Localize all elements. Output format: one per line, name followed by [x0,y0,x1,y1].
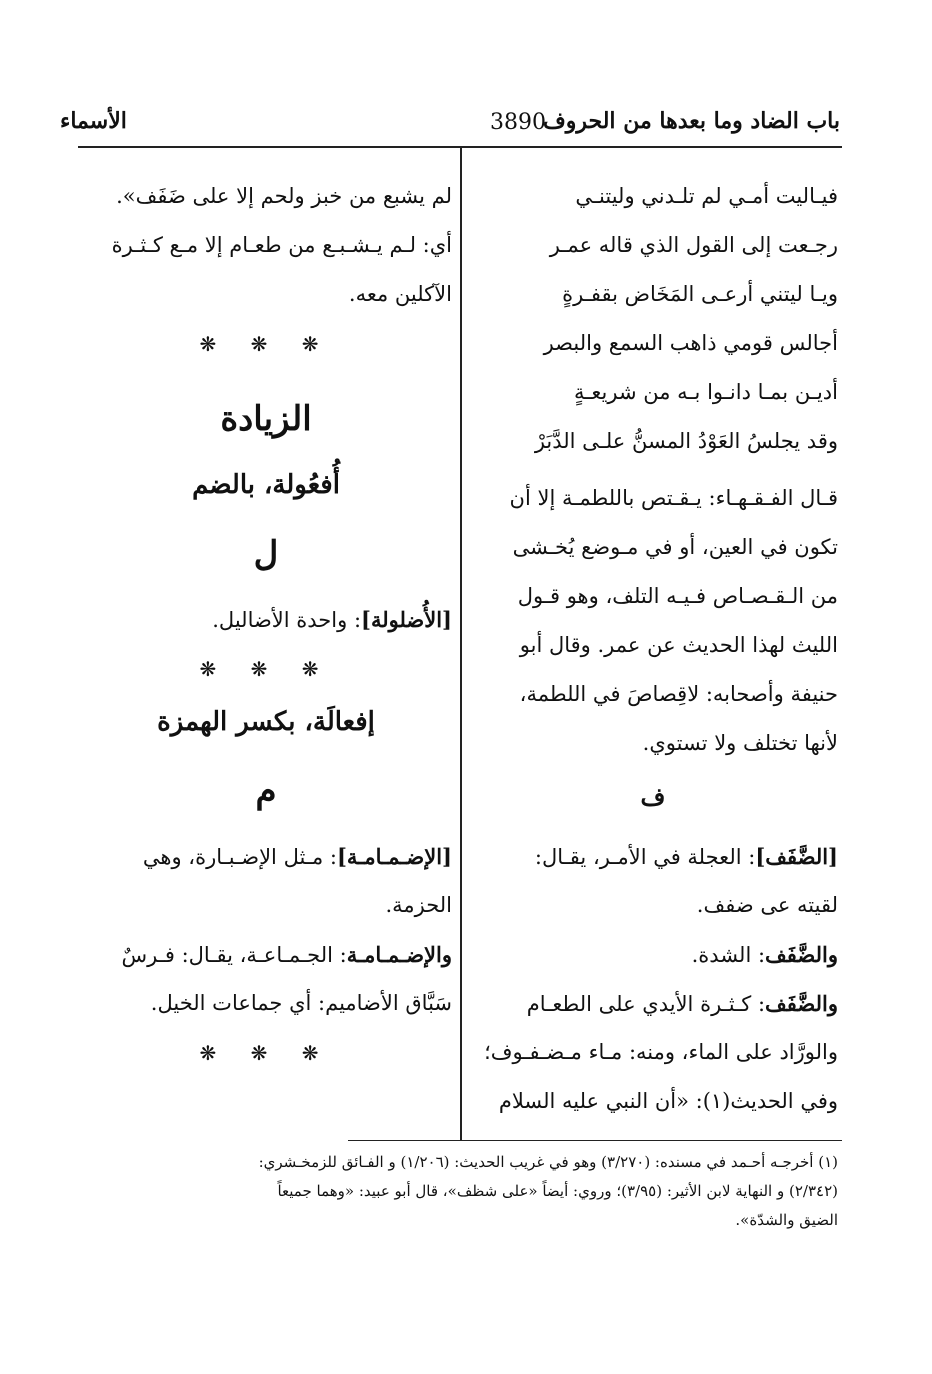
entry-line [80,832,452,881]
right-column [468,172,838,1126]
entry-line: والورَّاد على الماء، ومنه: مـاء مـضـفـوف؛ [484,1040,838,1064]
text-line: لم يشبع من خبز ولحم إلا على ضَفَف». [116,184,452,208]
poem-line: وقد يجلسُ العَوْدُ المسنُّ علـى الدَّبَرْ [534,429,838,453]
poem-line: أجالس قومي ذاهب السمع والبصر [543,331,838,355]
separator-stars: ❋ ❋ ❋ [199,1041,333,1065]
entry-text: : واحدة الأضاليل. [212,608,362,632]
entry-term: [الأُضلولة] [361,607,452,632]
entry-text: : كـثـرة الأيدي على الطعـام [526,992,766,1016]
text-line: الآكلين معه. [348,282,452,306]
paragraph-line: من الـقـصـاص فـيـه التلف، وهو قـول [517,584,838,608]
pattern-heading: إفعالَة، بكسر الهمزة [157,707,375,737]
entry-term: [الضَّفَف] [755,844,838,869]
page-number: 3890 [490,110,546,135]
footnotes [78,1148,838,1235]
paragraph-line: قـال الفـقـهـاء: يـقـتص باللطمـة إلا أن [509,486,838,510]
entry-line [468,832,838,881]
footnote-line: (١) أخرجـه أحـمد في مسنده: (٣/٢٧٠) وهو في غريب الحديث: (١/٢٠٦) و الفـائق للزمخـشري: [258,1153,838,1171]
text-line: أي: لـم يـشـبـع من طعـام إلا مـع كـثـرة [111,233,452,257]
paragraph-line: تكون في العين، أو في مـوضع يُخـشى [512,535,838,559]
left-column [80,172,452,1080]
separator-stars: ❋ ❋ ❋ [199,332,333,356]
entry-line: الحزمة. [385,893,452,917]
pattern-heading: أُفعُولة، بالضم [192,470,340,500]
running-title: باب الضاد وما بعدها من الحروف [542,108,840,134]
paragraph-line: حنيفة وأصحابه: لاقِصاصَ في اللطمة، [519,682,838,706]
poem-line: أديـن بمـا دانـوا بـه من شريعـةٍ [573,380,838,404]
letter-heading: ل [253,534,279,574]
section-header: الأسماء [60,108,127,134]
entry-term: والضَّفَف [765,942,838,967]
entry-line: لقيته عى ضفف. [696,893,838,917]
entry-line [468,930,838,979]
paragraph-line: لأنها تختلف ولا تستوي. [642,731,838,755]
separator-stars: ❋ ❋ ❋ [199,657,333,681]
poem-line: فيـاليت أمـي لم تلـدني وليتنـي [575,184,838,208]
entry-line [468,979,838,1028]
entry-term: والإضـمـامـة [346,942,452,967]
page-header [60,108,840,148]
entry-term: والضَّفَف [765,991,838,1016]
entry-line [80,595,452,644]
entry-line: وفي الحديث(١): «أن النبي عليه السلام [498,1089,838,1113]
letter-heading: م [255,771,277,811]
poem-line: ويـا ليتني أرعـى المَخَاض بقفـرةٍ [562,282,838,306]
entry-line [80,930,452,979]
letter-heading: ف [640,782,666,811]
entry-text: : مـثل الإضـبـارة، وهي [142,845,337,869]
paragraph-line: الليث لهذا الحديث عن عمر. وقال أبو [519,633,838,657]
footnote-line: (٢/٣٤٢) و النهاية لابن الأثير: (٣/٩٥)؛ وروي: أيضاً «على شظف»، قال أبو عبيد: «وهما جميعاً [277,1182,838,1200]
footnote-rule [348,1140,842,1141]
poem-line: رجـعت إلى القول الذي قاله عمـر [549,233,838,257]
entry-text: : العجلة في الأمـر، يقـال: [534,845,756,869]
footnote-line: الضيق والشدّة». [735,1211,838,1229]
section-title: الزيادة [220,399,312,439]
entry-text: : الجـمـاعـة، يقـال: فـرسٌ [121,943,347,967]
entry-line: سَبَّاق الأضاميم: أي جماعات الخيل. [150,991,452,1015]
entry-text: : الشدة. [691,943,766,967]
entry-term: [الإضـمـامـة] [336,844,452,869]
column-divider [460,148,462,1140]
